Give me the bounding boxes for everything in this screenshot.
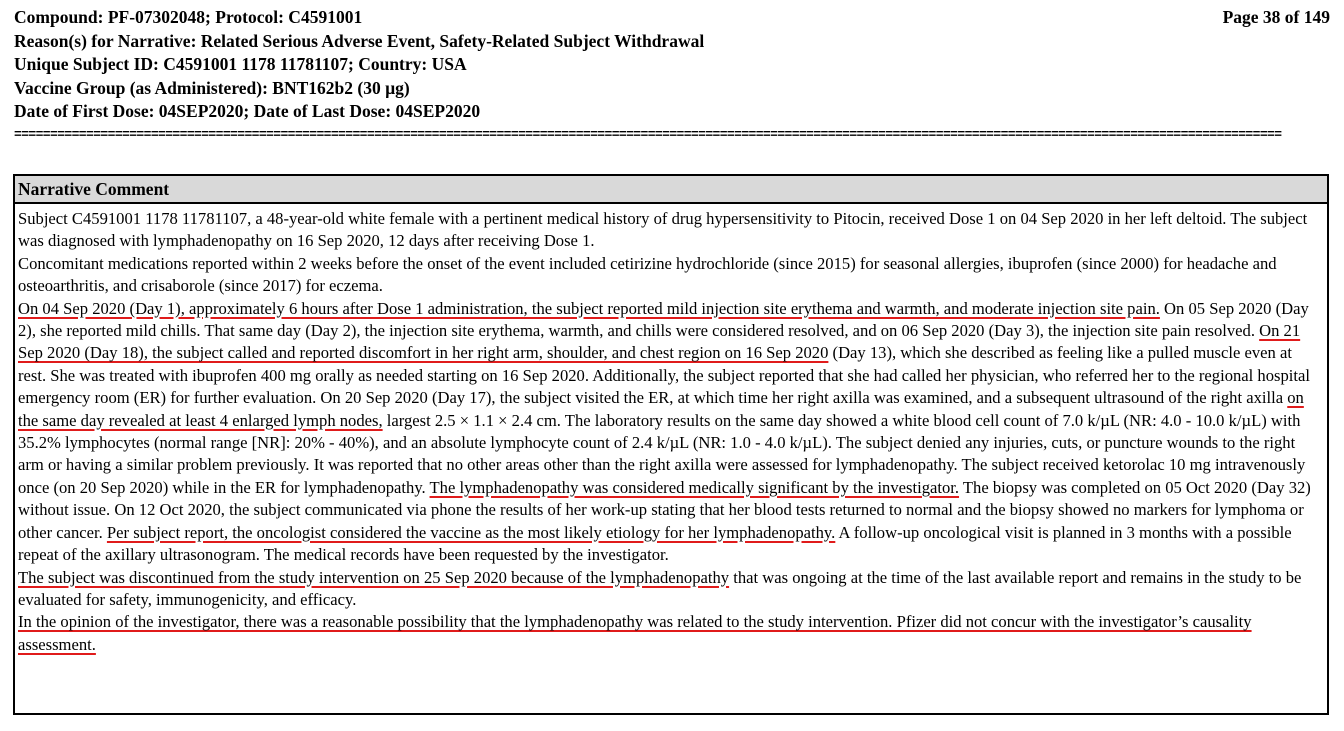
highlighted-text: On 04 Sep 2020 (Day 1), approximately 6 hours after Dose 1 administration, the subject reported mild injection site erythema and warmth, and moderate injection site pain. <box>18 298 1160 318</box>
highlighted-text: The subject was discontinued from the study intervention on 25 Sep 2020 because of the lymphadenopathy <box>18 567 730 587</box>
narrative-text: (Day 13), which she described as feeling like a pulled muscle even at rest. She was treated with ibuprofen 400 mg orally as needed starting on 16 Sep 2020. Additionally, the subject reported that she had called her physician, who referred her to the regional hospital emergency room (ER) for further evaluation. On 20 Sep 2020 (Day 17), the subject visited the ER, at which time her right axilla was examined, and a subsequent ultrasound of the right axilla <box>18 343 1310 408</box>
narrative-box <box>13 174 1329 715</box>
subject-id-line: Unique Subject ID: C4591001 1178 11781107; Country: USA <box>14 54 467 74</box>
page-number: Page 38 of 149 <box>1222 7 1330 27</box>
narrative-paragraph <box>18 208 1323 253</box>
narrative-text: that was ongoing at the time of the last available report and remains in the study to be evaluated for safety, immunogenicity, and efficacy. <box>18 567 1302 609</box>
highlighted-text: on the same day revealed at least 4 enlarged lymph nodes, <box>18 388 1304 430</box>
narrative-text: The biopsy was completed on 05 Oct 2020 (Day 32) without issue. On 12 Oct 2020, the subject communicated via phone the results of her work-up stating that her blood tests returned to normal and the biopsy showed no markers for lymphoma or other cancer. <box>18 477 1311 542</box>
highlighted-text: Per subject report, the oncologist considered the vaccine as the most likely etiology for her lymphadenopathy. <box>106 522 836 542</box>
header-separator: ================================================================================================================================================================================ <box>14 128 1282 142</box>
narrative-text: Concomitant medications reported within 2 weeks before the onset of the event included cetirizine hydrochloride (since 2015) for seasonal allergies, ibuprofen (since 2000) for headache and osteoarthritis, and crisaborole (since 2017) for eczema. <box>18 253 1277 296</box>
narrative-text: On 05 Sep 2020 (Day 2), she reported mild chills. That same day (Day 2), the injection site erythema, warmth, and chills were considered resolved, and on 06 Sep 2020 (Day 3), the injection site pain resolved. <box>18 298 1309 341</box>
narrative-text: A follow-up oncological visit is planned in 3 months with a possible repeat of the axillary ultrasonogram. The medical records have been requested by the investigator. <box>18 522 1292 565</box>
narrative-text: Subject C4591001 1178 11781107, a 48-year-old white female with a pertinent medical history of drug hypersensitivity to Pitocin, received Dose 1 on 04 Sep 2020 in her left deltoid. The subject was diagnosed with lymphadenopathy on 16 Sep 2020, 12 days after receiving Dose 1. <box>18 209 1308 251</box>
narrative-body <box>15 204 1327 656</box>
section-title: Narrative Comment <box>15 176 1327 204</box>
narrative-paragraph <box>18 611 1323 656</box>
narrative-paragraph <box>18 298 1323 567</box>
narrative-paragraph <box>18 567 1323 612</box>
document-header <box>14 6 1330 124</box>
compound-protocol-line: Compound: PF-07302048; Protocol: C4591001 <box>14 7 363 27</box>
narrative-reason-line: Reason(s) for Narrative: Related Serious Adverse Event, Safety-Related Subject Withdrawal <box>14 30 705 51</box>
highlighted-text: The lymphadenopathy was considered medically significant by the investigator. <box>429 477 960 497</box>
dose-dates-line: Date of First Dose: 04SEP2020; Date of Last Dose: 04SEP2020 <box>14 101 481 121</box>
vaccine-group-line: Vaccine Group (as Administered): BNT162b2 (30 µg) <box>14 77 410 98</box>
highlighted-text: On 21 Sep 2020 (Day 18), the subject called and reported discomfort in her right arm, shoulder, and chest region on 16 Sep 2020 <box>18 321 1301 363</box>
narrative-paragraph <box>18 253 1323 298</box>
narrative-text: largest 2.5 × 1.1 × 2.4 cm. The laboratory results on the same day showed a white blood cell count of 7.0 k/µL (NR: 4.0 - 10.0 k/µL) with 35.2% lymphocytes (normal range [NR]: 20% - 40%), and an absolute lymphocyte count of 2.4 k/µL (NR: 1.0 - 4.0 k/µL). The subject denied any injuries, cuts, or puncture wounds to the right arm or having a similar problem previously. It was reported that no other areas other than the right axilla were assessed for lymphadenopathy. The subject received ketorolac 10 mg intravenously once (on 20 Sep 2020) while in the ER for lymphadenopathy. <box>18 410 1306 497</box>
highlighted-text: In the opinion of the investigator, there was a reasonable possibility that the lymphadenopathy was related to the study intervention. Pfizer did not concur with the investigator’s causality assessment. <box>18 612 1252 654</box>
